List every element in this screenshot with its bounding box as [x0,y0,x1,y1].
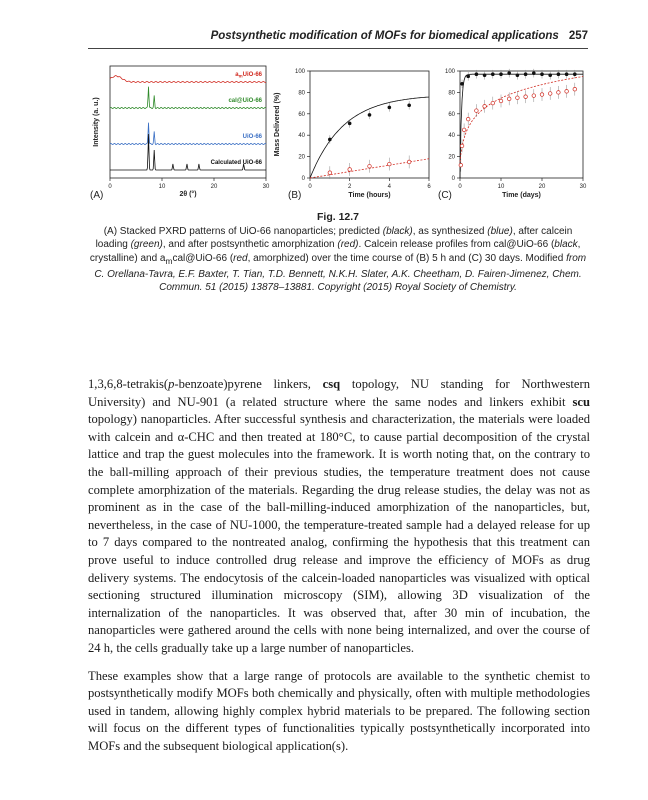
series-label: $a_mUiO-66$ [235,72,262,79]
panel-a-pxrd [90,66,270,201]
y-tick-label: 0 [451,176,455,182]
figure-12-7 [88,62,588,208]
header-rule [88,48,588,49]
x-tick-label: 10 [497,184,505,190]
data-point [557,91,561,95]
data-point [388,106,392,110]
x-tick-label: 0 [108,184,112,190]
figure-title: Fig. 12.7 [316,211,359,223]
y-tick-label: 20 [448,154,455,161]
data-point [524,72,528,76]
plot-frame [460,71,583,178]
y-tick-label: 40 [448,133,455,140]
x-tick-label: 4 [387,184,392,190]
data-point [557,72,561,76]
data-point [516,73,520,77]
running-title: Postsynthetic modification of MOFs for biomedical applications [210,30,559,42]
y-tick-label: 80 [298,90,305,97]
series-label: UiO-66 [242,134,262,140]
x-tick-label: 30 [579,184,587,190]
x-tick-label: 0 [458,184,462,190]
x-axis-label: Time (days) [502,192,541,199]
data-point [483,73,487,77]
x-axis-label: Time (hours) [348,192,391,199]
y-axis-label: Mass Delivered (%) [274,92,281,157]
fit-curve [460,74,583,178]
data-point [459,163,463,167]
body-text [88,376,590,765]
data-point [499,72,503,76]
data-point [540,93,544,97]
data-point [524,95,528,99]
data-point [407,160,411,164]
y-tick-label: 100 [294,69,305,75]
x-tick-label: 0 [308,184,312,190]
fit-curve [460,77,583,163]
series-label: Calculated UiO-66 [210,160,262,166]
data-point [388,162,392,166]
running-header [88,30,588,42]
data-point [548,73,552,77]
data-point [466,117,470,121]
data-point [491,72,495,76]
data-point [507,71,511,75]
paragraph-2: These examples show that a large range of protocols are available to the synthetic chemist to postsynthetically modify MOFs both chemically and physically, often with multiple methodologies used in tandem, allowing highly complex hybrid materials to be prepared. The following section will focus on the different types of functionalities typically postsynthetically incorporated into MOFs and the subsequent biological application(s). [88,668,590,753]
caption-source: from C. Orellana-Tavra, E.F. Baxter, T. Tian, T.D. Bennett, N.K.H. Slater, A.K. Cheetham, D. Fairen-Jimenez, Chem. Commun. 51 (2015) 13878–13881. Copyright (2015) Royal Society of Chemistry. [94,252,587,294]
panel-label-a: (A) [90,190,104,201]
data-point [462,128,466,132]
y-tick-label: 40 [298,133,305,140]
data-point [407,103,411,107]
data-point [507,97,511,101]
data-point [516,96,520,100]
page-number: 257 [568,30,588,42]
data-point [565,72,569,76]
x-tick-label: 2 [347,184,352,190]
data-point [368,164,372,168]
data-point [348,168,352,172]
data-point [491,101,495,105]
figure-caption [88,211,588,294]
data-point [475,72,479,76]
data-point [573,72,577,76]
y-tick-label: 80 [448,90,455,97]
y-tick-label: 60 [448,111,455,118]
y-tick-label: 0 [301,176,305,182]
data-point [532,71,536,75]
x-tick-label: 30 [262,184,270,190]
data-point [328,171,332,175]
x-axis-label: 2θ (°) [179,191,197,198]
y-tick-label: 60 [298,111,305,118]
data-point [499,99,503,103]
data-point [328,138,332,142]
y-tick-label: 20 [298,154,305,161]
data-point [565,90,569,94]
data-point [368,113,372,117]
data-point [540,72,544,76]
x-tick-label: 6 [427,184,431,190]
data-point [548,92,552,96]
y-tick-label: 100 [444,69,455,75]
data-point [483,105,487,109]
panel-c-release-days [438,69,587,201]
data-point [573,87,577,91]
data-point [475,109,479,113]
data-point [348,122,352,126]
x-tick-label: 20 [538,184,546,190]
x-tick-label: 20 [210,184,218,190]
panel-label: (B) [288,190,302,201]
data-point [460,144,464,148]
panel-b-release-hours [274,69,431,201]
data-point [460,82,464,86]
caption-text: (A) Stacked PXRD patterns of UiO-66 nanoparticles; predicted (black), as synthesized (blue), after calcein loading (green), and after postsynthetic amorphization (red). Calcein release profiles from cal@UiO-66 (black, crystalline) and $a_mcal@UiO-66$ (red, amorphized) over the time course of (B) 5 h and (C) 30 days. Modified from C. Orellana-Tavra, E.F. Baxter, T. Tian, T.D. Bennett, N.K.H. Slater, A.K. Cheetham, D. Fairen-Jimenez, Chem. Commun. 51 (2015) 13878–13881. Copyright (2015) Royal Society of Chemistry. [89,226,587,294]
y-axis-label: Intensity (a. u.) [93,97,100,147]
series-label: cal@UiO-66 [228,98,262,104]
x-tick-label: 10 [158,184,166,190]
paragraph-1: 1,3,6,8-tetrakis(p-benzoate)pyrene linkers, csq topology, NU standing for Northwestern University) and NU-901 (a related structure where the same nodes and linkers exhibit scu topology) nanoparticles. After successful synthesis and characterization, the materials were loaded with calcein and α-CHC and then treated at 180°C, to cause partial decomposition of the crystal lattice and trap the guest molecules into the framework. It is worth noting that, on the contrary to the ball-milling approach of their previous studies, the temperature treatment does not cause complete amorphization of the materials. Regarding the drug release studies, the delay was not as prominent as in the case of the ball-milling-induced amorphization of the nanoparticles, but, nevertheless, in the case of NU-1000, the temperature-treated sample had a delayed release for up to 7 days compared to the nontreated analog, confirming the hypothesis that this treatment can prove useful to induce controlled drug release and improve the efficiency of MOFs as drug delivery systems. The endocytosis of the calcein-loaded nanoparticles was visualized with optical sectioning structured illumination microscopy (SIM), allowing 3D visualization of the internalization of the nanoparticles. It was observed that, after 30 min of incubation, the nanoparticles were gathered around the cells with none being internalized, and over the course of 24 h, the cells gradually take up a large number of nanoparticles. [88,377,590,655]
data-point [466,75,470,79]
panel-label: (C) [438,190,452,201]
data-point [532,94,536,98]
